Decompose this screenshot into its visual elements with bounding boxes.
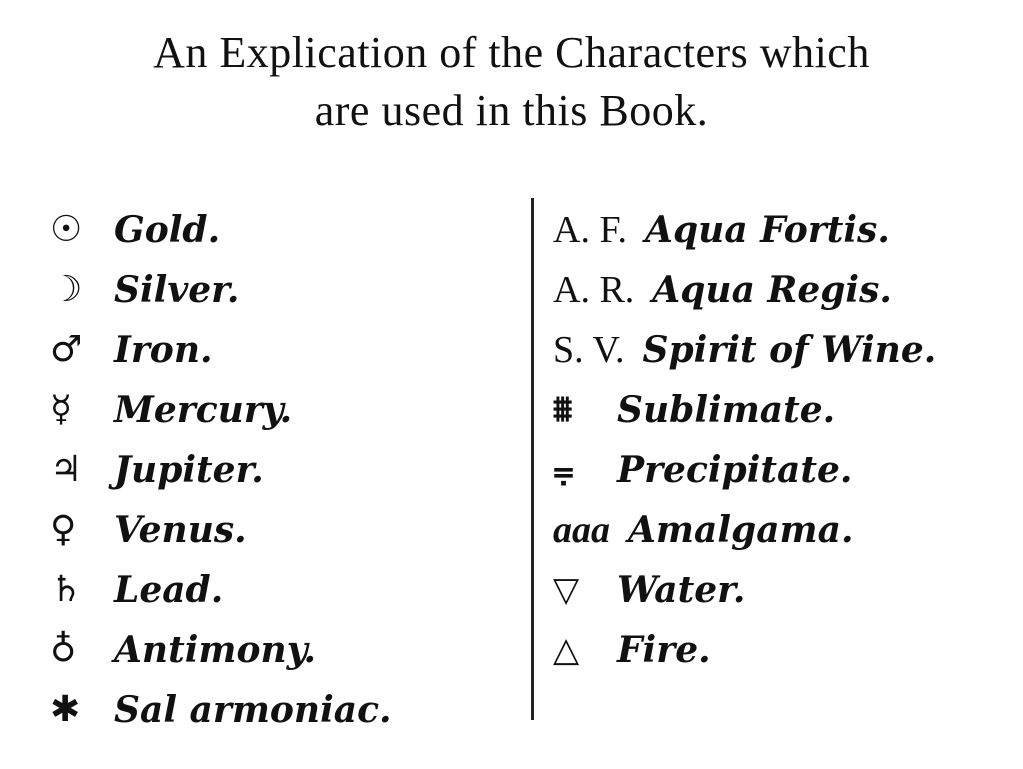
list-item [553,200,936,260]
entry-name: Silver. [114,269,240,311]
entry-abbreviation: A. F. [553,209,628,251]
entry-name: Water. [617,569,746,611]
list-item [50,560,392,620]
list-item [553,500,936,560]
list-item [553,260,936,320]
list-item [553,440,936,500]
sublimate-icon: ⩩ [553,389,573,430]
list-item [553,560,936,620]
list-item [50,380,392,440]
page-title [0,24,1023,140]
list-item [553,380,936,440]
list-item [50,680,392,740]
list-item [50,260,392,320]
moon-silver-icon: ☽ [50,269,83,310]
list-item [50,620,392,680]
water-triangle-icon: ▽ [553,570,580,610]
fire-triangle-icon: △ [553,630,580,670]
entry-name: Mercury. [114,389,293,431]
precipitate-icon: ⩦ [553,449,575,490]
entry-abbreviation: A. R. [553,269,635,311]
title-line-2: are used in this Book. [314,86,709,135]
entry-name: Antimony. [114,629,317,671]
symbols-column-left [50,200,392,740]
list-item [50,320,392,380]
venus-icon: ♀ [50,509,77,550]
saturn-lead-icon: ♄ [50,569,83,610]
entry-name: Jupiter. [114,449,264,491]
entry-abbreviation: aaa [553,509,610,551]
entry-name: Gold. [114,209,221,251]
sun-gold-icon: ☉ [50,209,83,250]
sal-armoniac-icon: ✱ [50,689,81,730]
mercury-icon: ☿ [50,389,73,430]
list-item [50,200,392,260]
entry-name: Amalgama. [628,509,854,551]
list-item [50,440,392,500]
list-item [553,320,936,380]
entry-name: Spirit of Wine. [642,329,937,371]
jupiter-icon: ♃ [50,449,83,490]
mars-iron-icon: ♂ [50,329,83,370]
entry-abbreviation: S. V. [553,329,625,371]
list-item [50,500,392,560]
entry-name: Fire. [617,629,711,671]
entry-name: Aqua Regis. [652,269,892,311]
entry-name: Iron. [114,329,213,371]
entry-name: Sublimate. [617,389,836,431]
title-line-1: An Explication of the Characters which [153,28,870,77]
entry-name: Precipitate. [617,449,853,491]
entry-name: Aqua Fortis. [645,209,890,251]
symbols-column-right [553,200,936,680]
list-item [553,620,936,680]
entry-name: Venus. [114,509,247,551]
column-divider [531,198,534,720]
entry-name: Sal armoniac. [114,689,392,731]
antimony-icon: ♁ [50,629,77,670]
entry-name: Lead. [114,569,224,611]
